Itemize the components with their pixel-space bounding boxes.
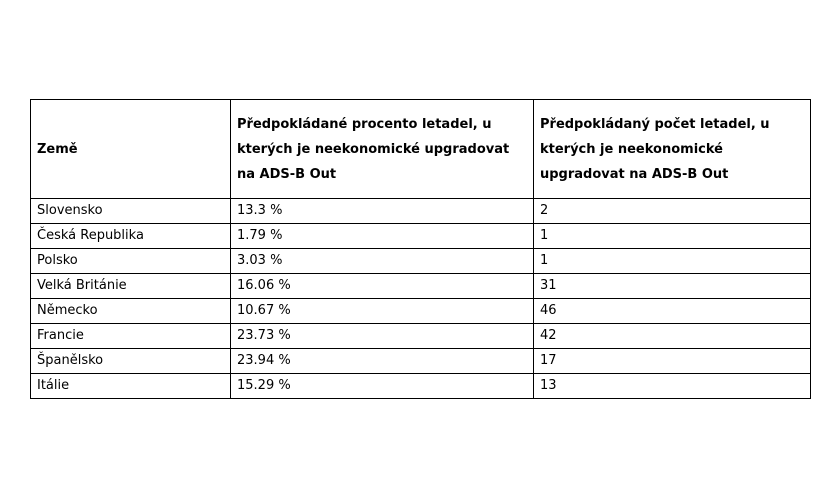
percent-cell: 23.73 % xyxy=(231,324,534,349)
count-cell: 31 xyxy=(534,274,811,299)
table-row xyxy=(31,199,811,224)
data-table xyxy=(30,99,811,399)
table-row xyxy=(31,324,811,349)
header-country: Země xyxy=(31,100,231,199)
percent-cell: 1.79 % xyxy=(231,224,534,249)
country-cell: Německo xyxy=(31,299,231,324)
table-row xyxy=(31,249,811,274)
count-cell: 17 xyxy=(534,349,811,374)
percent-cell: 13.3 % xyxy=(231,199,534,224)
country-cell: Slovensko xyxy=(31,199,231,224)
country-cell: Francie xyxy=(31,324,231,349)
percent-cell: 16.06 % xyxy=(231,274,534,299)
count-cell: 1 xyxy=(534,224,811,249)
count-cell: 1 xyxy=(534,249,811,274)
country-cell: Česká Republika xyxy=(31,224,231,249)
country-cell: Polsko xyxy=(31,249,231,274)
country-cell: Španělsko xyxy=(31,349,231,374)
percent-cell: 23.94 % xyxy=(231,349,534,374)
table-row xyxy=(31,299,811,324)
percent-cell: 10.67 % xyxy=(231,299,534,324)
table-row xyxy=(31,224,811,249)
percent-cell: 15.29 % xyxy=(231,374,534,399)
table-row xyxy=(31,374,811,399)
count-cell: 13 xyxy=(534,374,811,399)
count-cell: 2 xyxy=(534,199,811,224)
header-row xyxy=(31,100,811,199)
count-cell: 42 xyxy=(534,324,811,349)
country-cell: Itálie xyxy=(31,374,231,399)
header-count: Předpokládaný počet letadel, u kterých je neekonomické upgradovat na ADS-B Out xyxy=(534,100,811,199)
count-cell: 46 xyxy=(534,299,811,324)
table-row xyxy=(31,349,811,374)
percent-cell: 3.03 % xyxy=(231,249,534,274)
table-row xyxy=(31,274,811,299)
header-percent: Předpokládané procento letadel, u kterých je neekonomické upgradovat na ADS-B Out xyxy=(231,100,534,199)
country-cell: Velká Británie xyxy=(31,274,231,299)
